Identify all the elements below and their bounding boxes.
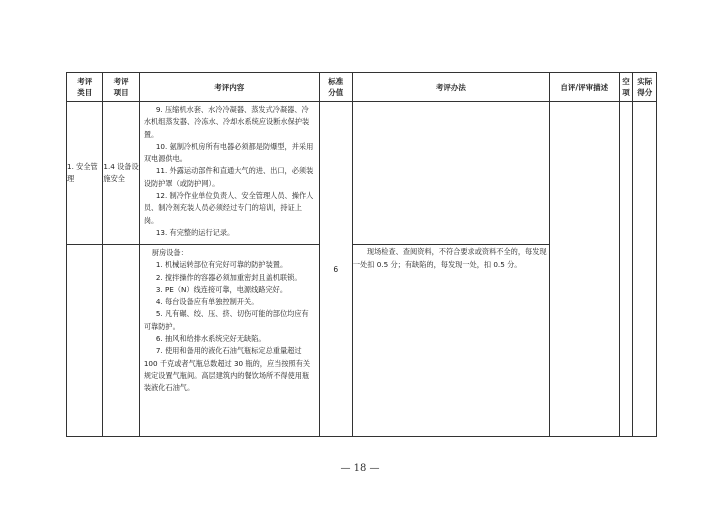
empty-cell: [619, 102, 633, 437]
header-self-review: 自评/评审描述: [549, 73, 619, 102]
header-empty: 空 项: [619, 73, 633, 102]
content-line: 1. 机械运转部位有完好可靠的防护装置。: [155, 260, 288, 270]
content-line: 12. 制冷作业单位负责人、安全管理人员、操作人员、制冷剂充装人员必须经过专门的培训，持证上岗。: [143, 191, 314, 225]
score-cell: 6: [319, 102, 352, 437]
content-line: 10. 氨制冷机房所有电器必须都是防爆型，并采用双电源供电。: [143, 141, 314, 164]
content-line: 4. 每台设备应有单独控制开关。: [155, 297, 259, 307]
item-cell-empty: [103, 245, 139, 437]
content-line: 2. 搅拌操作的容器必须加重密封且盖机联锁。: [155, 272, 302, 282]
content-line: 7. 使用和备用的液化石油气瓶标定总重量超过 100 千克或者气瓶总数超过 30 瓶的，应当按照有关规定设置气瓶间。高层建筑内的餐饮场所不得使用瓶装液化石油气。: [143, 346, 311, 393]
header-actual-score: 实际 得分: [633, 73, 657, 102]
category-cell: 1. 安全管理: [67, 102, 103, 245]
item-cell: 1.4 设备设施安全: [103, 102, 139, 245]
header-method: 考评办法: [352, 73, 549, 102]
category-cell-empty: [67, 245, 103, 437]
content-line: 3. PE（N）线连接可靠，电源线路完好。: [155, 284, 288, 294]
header-row: [67, 73, 657, 102]
method-cell-upper: [352, 102, 549, 245]
method-cell: [352, 245, 549, 437]
content-line: 6. 抽风和给排水系统完好无缺陷。: [155, 334, 266, 344]
self-review-cell: [549, 102, 619, 437]
table-row: [67, 102, 657, 245]
content-line: 13. 有完整的运行记录。: [155, 227, 235, 237]
method-text: 现场检查、查阅资料，不符合要求或资料不全的，每发现一处扣 0.5 分；有缺陷的，每发现一处，扣 0.5 分。: [352, 247, 547, 269]
content-line: 11. 外露运动部件和直通大气的进、出口，必须装设防护罩（或防护网）。: [143, 166, 314, 188]
header-item: 考评 项目: [103, 73, 139, 102]
content-cell-upper: [139, 102, 319, 245]
header-score: 标准 分值: [319, 73, 352, 102]
content-line: 5. 凡有碾、绞、压、挤、切伤可能的部位均应有可靠防护。: [143, 309, 309, 331]
evaluation-table: [66, 72, 657, 437]
header-content: 考评内容: [139, 73, 319, 102]
content-cell-lower: [139, 245, 319, 437]
content-line: 9. 压缩机水套、水冷冷凝器、蒸发式冷凝器、冷水机组蒸发器、冷冻水、冷却水系统应设断水保护装置。: [143, 105, 310, 139]
actual-score-cell: [633, 102, 657, 437]
page-number: — 18 —: [340, 463, 380, 474]
header-category: 考评 类目: [67, 73, 103, 102]
content-title: 厨房设备：: [151, 248, 188, 257]
